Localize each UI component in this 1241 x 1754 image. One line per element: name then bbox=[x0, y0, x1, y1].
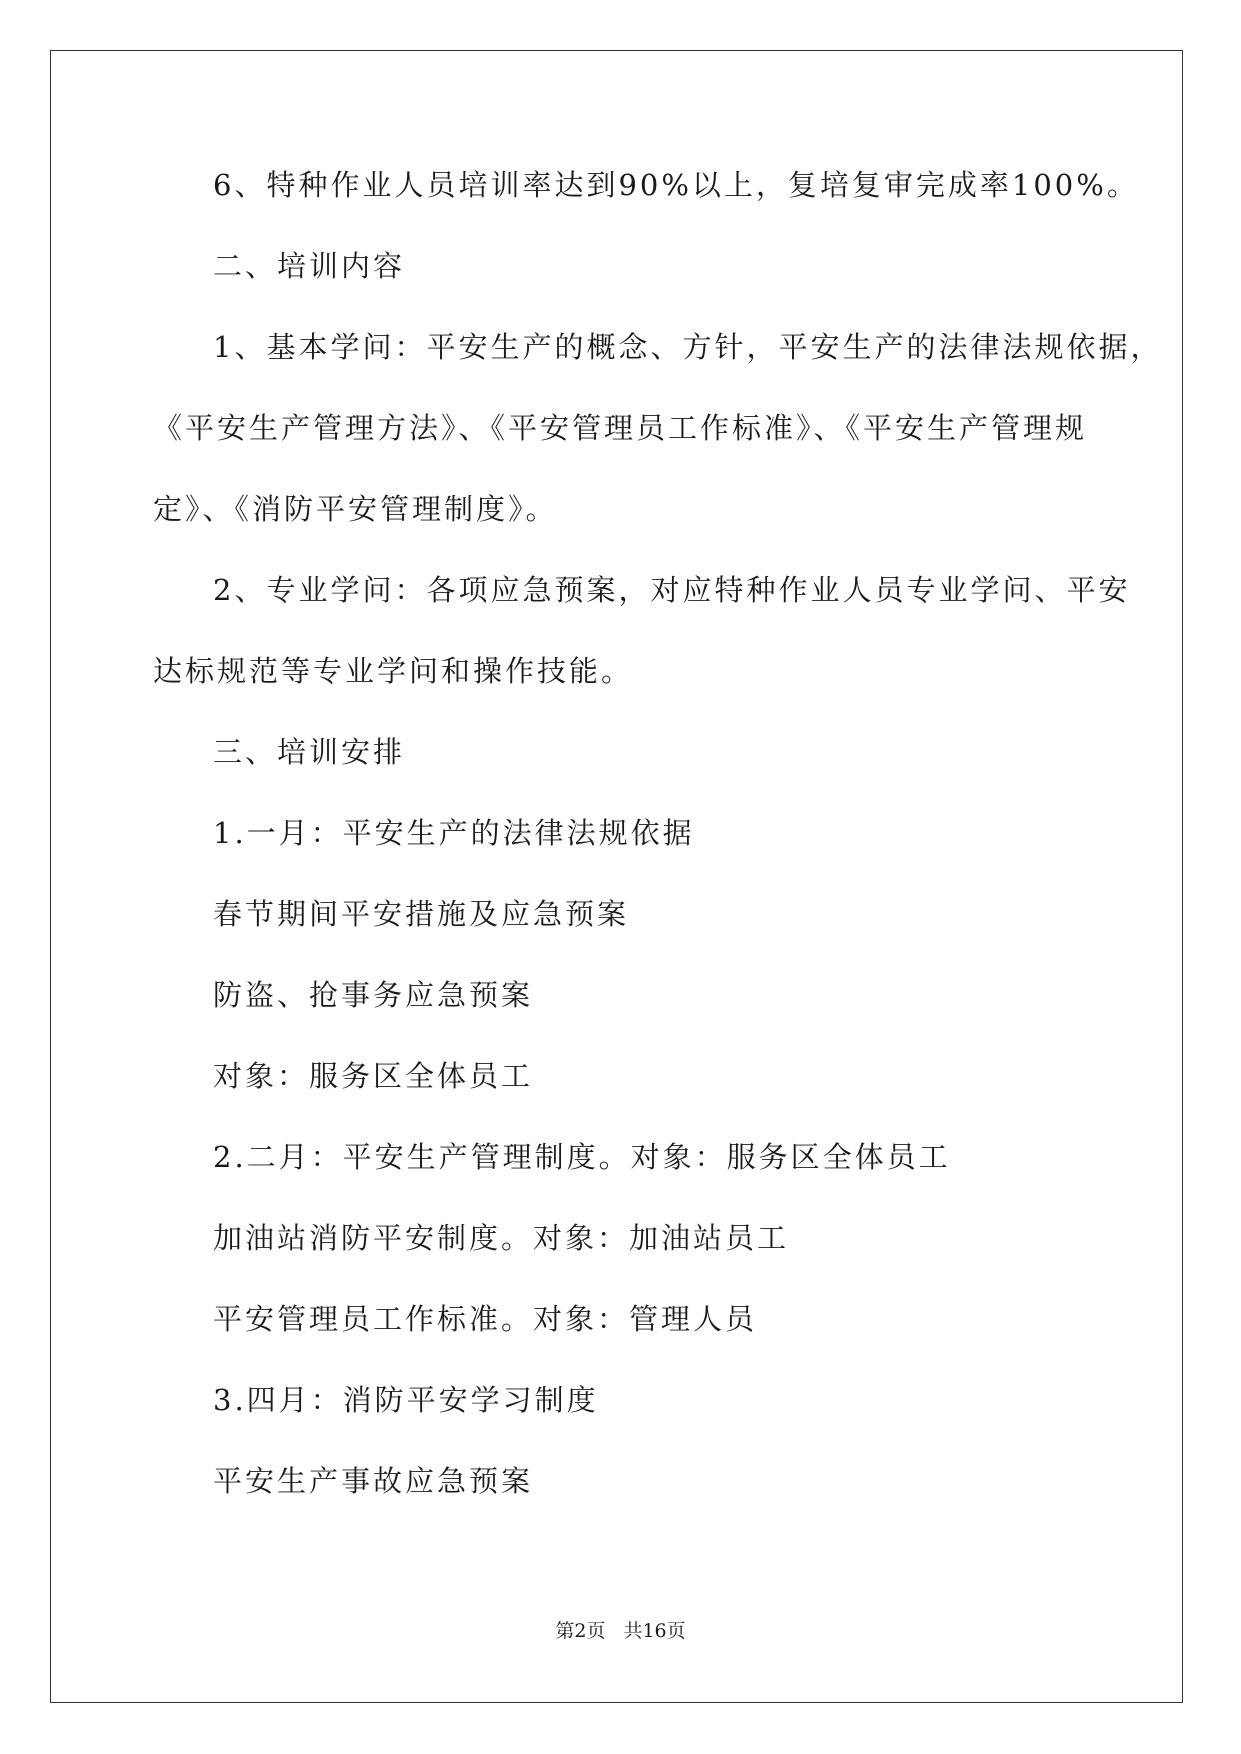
text-line: 对象：服务区全体员工 bbox=[213, 1059, 534, 1093]
text-line: 达标规范等专业学问和操作技能。 bbox=[153, 654, 634, 688]
page-total: 共16页 bbox=[623, 1620, 686, 1642]
text-line: 3.四月：消防平安学习制度 bbox=[213, 1383, 599, 1417]
document-body bbox=[153, 160, 1163, 1537]
section-heading: 三、培训安排 bbox=[213, 735, 406, 769]
text-line: 防盗、抢事务应急预案 bbox=[213, 978, 534, 1012]
text-line: 加油站消防平安制度。对象：加油站员工 bbox=[213, 1221, 790, 1255]
page-number: 第2页 bbox=[555, 1620, 606, 1642]
text-line: 6、特种作业人员培训率达到90%以上，复培复审完成率100%。 bbox=[213, 168, 1139, 202]
text-line: 定》、《消防平安管理制度》。 bbox=[153, 492, 558, 526]
section-heading: 二、培训内容 bbox=[213, 249, 406, 283]
text-line: 1、基本学问：平安生产的概念、方针，平安生产的法律法规依据， bbox=[213, 330, 1163, 364]
text-line: 《平安生产管理方法》、《平安管理员工作标准》、《平安生产管理规 bbox=[153, 411, 1088, 445]
text-line: 平安生产事故应急预案 bbox=[213, 1464, 534, 1498]
page-footer bbox=[0, 1616, 1241, 1643]
text-line: 春节期间平安措施及应急预案 bbox=[213, 897, 630, 931]
text-line: 平安管理员工作标准。对象：管理人员 bbox=[213, 1302, 758, 1336]
text-line: 2.二月：平安生产管理制度。对象：服务区全体员工 bbox=[213, 1140, 951, 1174]
text-line: 2、专业学问：各项应急预案，对应特种作业人员专业学问、平安 bbox=[213, 573, 1131, 607]
text-line: 1.一月：平安生产的法律法规依据 bbox=[213, 816, 695, 850]
